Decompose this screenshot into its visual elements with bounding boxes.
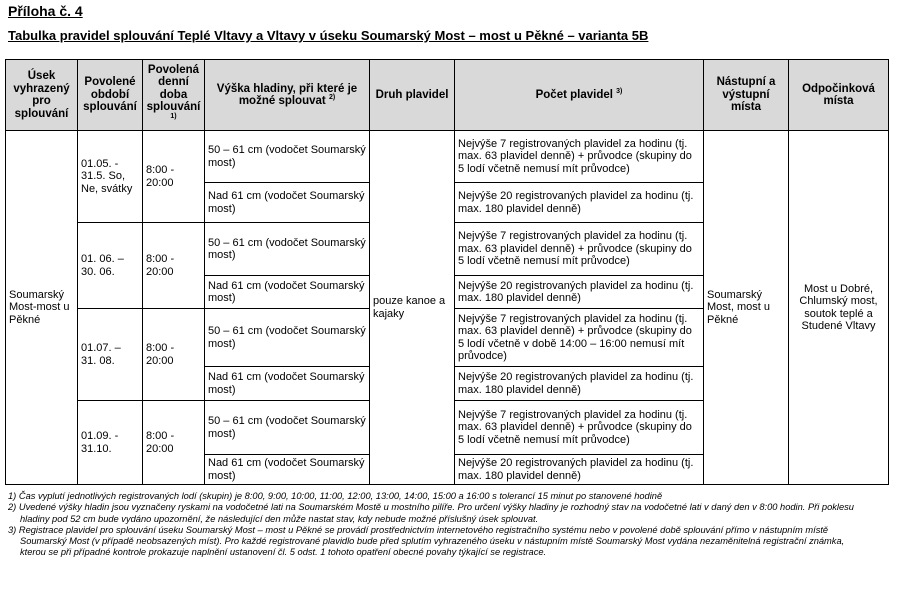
time-cell: 8:00 - 20:00 (143, 401, 205, 485)
count-cell: Nejvýše 7 registrovaných plavidel za hodinu (tj. max. 63 plavidel denně) + průvodce (skupiny do 5 lodí včetně nemusí mít průvodce) (455, 131, 704, 183)
level-cell: 50 – 61 cm (vodočet Soumarský most) (205, 401, 370, 455)
header-water-level: Výška hladiny, při které je možné splouvat $^{2)}$ (205, 60, 370, 131)
section-cell: Soumarský Most-most u Pěkné (6, 131, 78, 485)
footnote-3: 3) Registrace plavidel pro splouvání úseku Soumarský Most – most u Pěkné se provádí prostřednictvím internetového registračního systému nebo v povolené době splouvání přímo v nástupním místě Soumarský Most (v případě neobsazených míst). Pro každé registrované plavidlo bude před splutím vyhrazeného úseku v nástupním místě Soumarský Most vydána nezaměnitelná registrační známka, kterou se při případné kontrole prokazuje naplnění ustanovení čl. 5 odst. 1 tohoto opatření obecné povahy týkající se registrace. (8, 524, 845, 558)
time-cell: 8:00 - 20:00 (143, 131, 205, 223)
header-rest-places: Odpočinková místa (789, 60, 889, 131)
table-header-row (6, 60, 889, 131)
attachment-label: Příloha č. 4 (8, 3, 83, 19)
rules-table (5, 59, 889, 485)
level-cell: 50 – 61 cm (vodočet Soumarský most) (205, 223, 370, 276)
count-cell: Nejvýše 20 registrovaných plavidel za hodinu (tj. max. 180 plavidel denně) (455, 367, 704, 401)
count-cell: Nejvýše 20 registrovaných plavidel za hodinu (tj. max. 180 plavidel denně) (455, 276, 704, 309)
level-cell: 50 – 61 cm (vodočet Soumarský most) (205, 131, 370, 183)
level-cell: Nad 61 cm (vodočet Soumarský most) (205, 183, 370, 223)
header-section: Úsek vyhrazený pro splouvání (6, 60, 78, 131)
period-cell: 01.07. – 31. 08. (78, 309, 143, 401)
count-cell: Nejvýše 7 registrovaných plavidel za hodinu (tj. max. 63 plavidel denně) + průvodce (skupiny do 5 lodí včetně nemusí mít průvodce) (455, 223, 704, 276)
time-cell: 8:00 - 20:00 (143, 309, 205, 401)
header-boat-count-note: 3) (616, 87, 623, 95)
period-cell: 01.05. - 31.5. So, Ne, svátky (78, 131, 143, 223)
header-entry-exit: Nástupní a výstupní místa (704, 60, 789, 131)
level-cell: Nad 61 cm (vodočet Soumarský most) (205, 276, 370, 309)
time-cell: 8:00 - 20:00 (143, 223, 205, 309)
count-cell: Nejvýše 7 registrovaných plavidel za hodinu (tj. max. 63 plavidel denně) + průvodce (skupiny do 5 lodí včetně nemusí mít průvodce) (455, 401, 704, 455)
footnote-1: 1) Čas vyplutí jednotlivých registrovaných lodí (skupin) je 8:00, 9:00, 10:00, 11:00, 12:00, 13:00, 14:00, 15:00 a 16:00 s tolerancí 15 minut po stanovené hodině (8, 491, 663, 501)
level-cell: Nad 61 cm (vodočet Soumarský most) (205, 367, 370, 401)
header-period: Povolené období splouvání (78, 60, 143, 131)
header-water-level-note: 2) (328, 94, 336, 102)
period-cell: 01.09. - 31.10. (78, 401, 143, 485)
header-boat-type: Druh plavidel (370, 60, 455, 131)
level-cell: Nad 61 cm (vodočet Soumarský most) (205, 455, 370, 485)
table-row (6, 131, 889, 183)
entry-exit-cell: Soumarský Most, most u Pěkné (704, 131, 789, 485)
level-cell: 50 – 61 cm (vodočet Soumarský most) (205, 309, 370, 367)
period-cell: 01. 06. – 30. 06. (78, 223, 143, 309)
rest-places-cell: Most u Dobré, Chlumský most, soutok teplé a Studené Vltavy (789, 131, 889, 485)
count-cell: Nejvýše 20 registrovaných plavidel za hodinu (tj. max. 180 plavidel denně) (455, 183, 704, 223)
document-title: Tabulka pravidel splouvání Teplé Vltavy a Vltavy v úseku Soumarský Most – most u Pěkné – varianta 5B (8, 28, 649, 43)
header-daily-time: Povolená denní doba splouvání 1) (143, 60, 205, 131)
footnote-2: 2) Uvedené výšky hladin jsou vyznačeny ryskami na vodočetné lati na Soumarském Mostě u mostního pilíře. Pro určení výšky hladiny je rozhodný stav na vodočetné lati v daný den v 8:00 hodin. Při poklesu hladiny pod 52 cm bude vydáno upozornění, že následující den může nastat stav, kdy nebude možné příslušný úsek splouvat. (8, 502, 854, 524)
header-boat-count: Počet plavidel $^{3)}$ (455, 60, 704, 131)
count-cell: Nejvýše 20 registrovaných plavidel za hodinu (tj. max. 180 plavidel denně) (455, 455, 704, 485)
footnotes (8, 491, 868, 559)
boat-type-cell: pouze kanoe a kajaky (370, 131, 455, 485)
count-cell: Nejvýše 7 registrovaných plavidel za hodinu (tj. max. 63 plavidel denně) + průvodce (skupiny do 5 lodí včetně v době 14:00 – 16:00 nemusí mít průvodce) (455, 309, 704, 367)
